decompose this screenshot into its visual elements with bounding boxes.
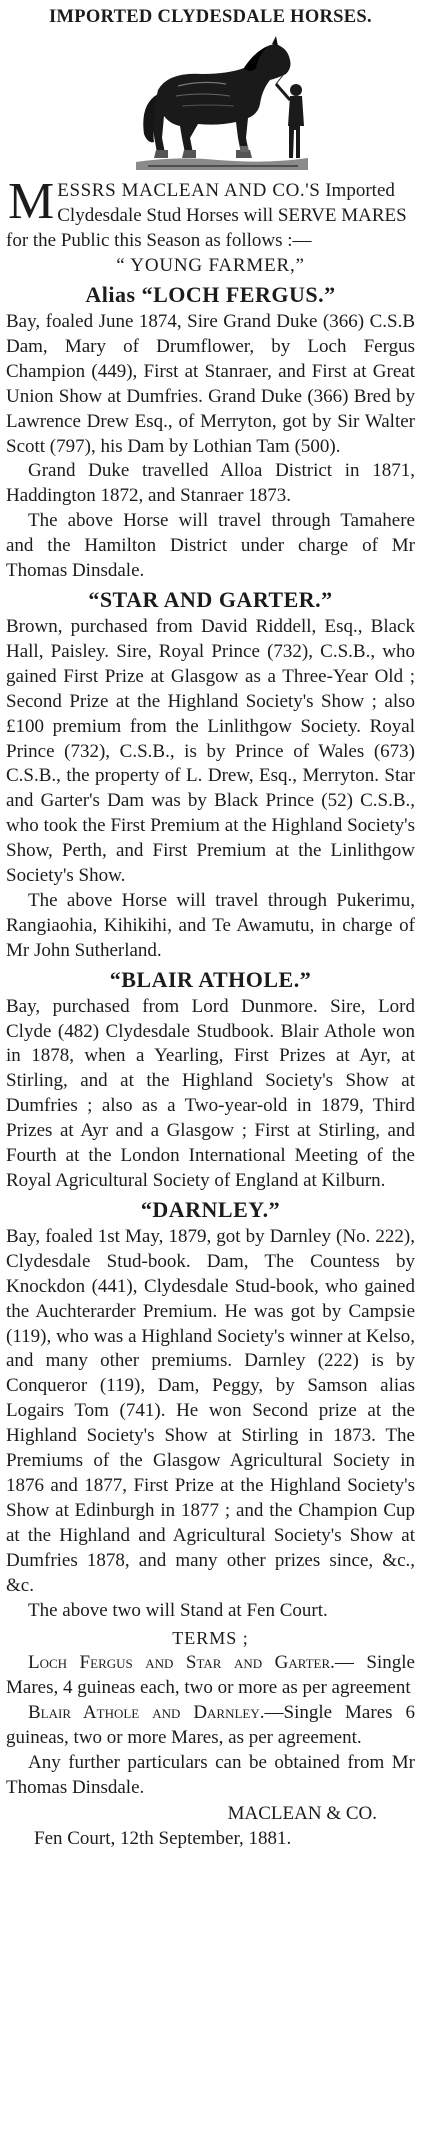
intro-text: Imported Clydesdale Stud Horses will SERVE MARES for the Public this Season as follows :— bbox=[6, 180, 407, 251]
signature: MACLEAN & CO. bbox=[227, 1802, 377, 1824]
young-farmer-route: The above Horse will travel through Tamahere and the Hamilton District under charge of Mr Thomas Dinsdale. bbox=[6, 510, 415, 582]
young-farmer-alias: Alias “LOCH FERGUS.” bbox=[85, 282, 336, 307]
dateline: Fen Court, 12th September, 1881. bbox=[34, 1827, 292, 1849]
terms-line-1-price: — Single Mares, 4 guineas each, two or more as per agreement bbox=[6, 1652, 415, 1699]
blair-athole-description: Bay, purchased from Lord Dunmore. Sire, Lord Clyde (482) Clydesdale Studbook. Blair Athole won in 1878, when a Yearling, First Prizes at Ayr, at Stirling, and at the Highland Society's Show at Dumfries ; also as a Two-year-old in 1879, Third Prizes at Ayr and a Glasgow ; First at Stirling, and Fourth at the London International Meeting of the Royal Agricultural Society of England at Kilburn. bbox=[6, 995, 415, 1191]
star-and-garter-route: The above Horse will travel through Pukerimu, Rangiaohia, Kihikihi, and Te Awamutu, in charge of Mr John Sutherland. bbox=[6, 889, 415, 961]
clydesdale-horse-icon bbox=[118, 34, 314, 174]
star-and-garter-title: “STAR AND GARTER.” bbox=[88, 586, 333, 612]
young-farmer-description: Bay, foaled June 1874, Sire Grand Duke (366) C.S.B Dam, Mary of Drumflower, by Loch Fergus Champion (449), First at Stanraer, and First at Great Union Show at Dumfries. Grand Duke (366) Bred by Lawrence Drew Esq., of Merryton, got by Sir Walter Scott (797), his Dam by Lothian Tam (500). bbox=[6, 311, 415, 457]
blair-athole-title: “BLAIR ATHOLE.” bbox=[109, 966, 312, 992]
drop-cap: M bbox=[8, 173, 55, 230]
terms-line-1-horses: Loch Fergus and Star and Garter. bbox=[28, 1652, 335, 1674]
darnley-description: Bay, foaled 1st May, 1879, got by Darnley (No. 222), Clydesdale Stud-book. Dam, The Countess by Knockdon (441), Clydesdale Stud-book, who gained the Auchterarder Premium. He was got by Campsie (119), who was a Highland Society's winner at Kelso, and many other premiums. Darnley (222) is by Conqueror (119), Dam, Peggy, by Samson alias Logairs Tom (741). He won Second prize at the Highland Society's Show at Stirling in 1873. The Premiums of the Glasgow Agricultural Society in 1876 and 1877, First Prize at the Highland Society's Show at Edinburgh in 1877 ; and the Champion Cup at the Highland and Agricultural Society's Show at Dumfries 1878, and many other prizes since, &c., &c. bbox=[6, 1225, 415, 1596]
terms-heading: TERMS ; bbox=[172, 1628, 249, 1649]
star-and-garter-description: Brown, purchased from David Riddell, Esq., Black Hall, Paisley. Sire, Royal Prince (732), C.S.B., who gained First Prize at Glasgow as a Three-Year Old ; Second Prize at the Highland Society's Show ; also £100 premium from the Linlithgow Society. Royal Prince (732), C.S.B., is by Prince of Wales (673) C.S.B., the property of L. Drew, Esq., Merryton. Star and Garter's Dam was by Black Prince (52) C.S.B., who took the First Premium at the Highland Society's Show, Perth, and First Premium at the Linlithgow Society's Show. bbox=[6, 615, 415, 887]
darnley-title: “DARNLEY.” bbox=[140, 1196, 281, 1222]
terms-line-1 bbox=[6, 1651, 415, 1701]
young-farmer-title: “ YOUNG FARMER,” bbox=[116, 255, 305, 276]
advert-title: IMPORTED CLYDESDALE HORSES. bbox=[49, 7, 372, 27]
terms-line-2-price: —Single Mares 6 guineas, two or more Mares, as per agreement. bbox=[6, 1702, 415, 1749]
stand-location-note: The above two will Stand at Fen Court. bbox=[28, 1599, 328, 1621]
terms-contact: Any further particulars can be obtained from Mr Thomas Dinsdale. bbox=[6, 1752, 415, 1798]
terms-line-2 bbox=[6, 1701, 415, 1751]
intro-paragraph bbox=[6, 173, 415, 253]
terms-line-2-horses: Blair Athole and Darnley. bbox=[28, 1702, 265, 1724]
intro-firm-name: ESSRS MACLEAN AND CO.'S bbox=[57, 180, 321, 201]
young-farmer-travel-history: Grand Duke travelled Alloa District in 1871, Haddington 1872, and Stanraer 1873. bbox=[6, 460, 415, 507]
